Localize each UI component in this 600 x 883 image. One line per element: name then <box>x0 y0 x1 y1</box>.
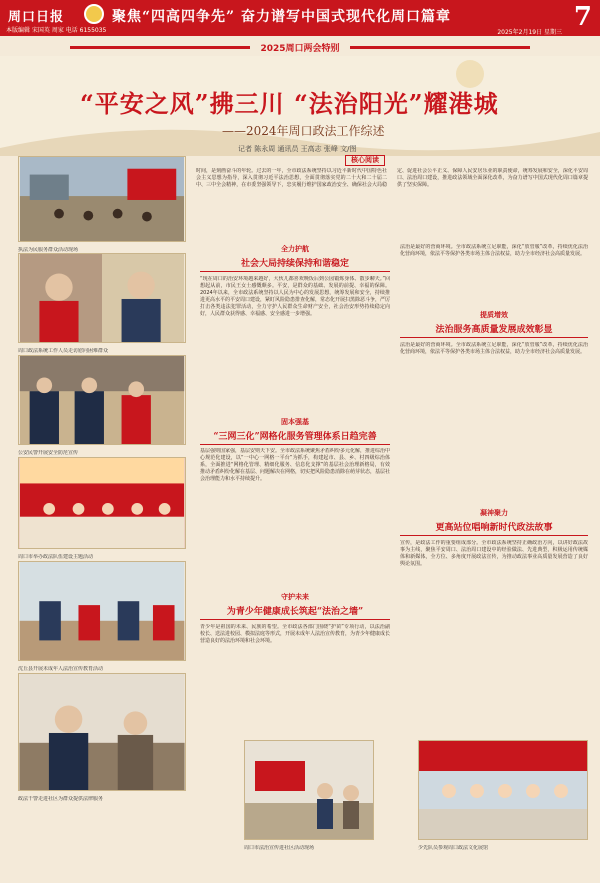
inset-caption: 少先队员参观周口政法文化展馆 <box>418 845 489 851</box>
service-photo <box>18 673 186 791</box>
body-text: 法治是最好的营商环境。全市政法系统立足职能，深化“放管服”改革，持续优化法治化营商环境，依法平等保护各类市场主体合法权益，助力全市经济社会高质量发展。 <box>400 342 588 355</box>
band-divider <box>350 46 530 49</box>
section-kicker: 凝神聚力 <box>480 509 508 517</box>
section-divider <box>400 535 588 536</box>
photo-block <box>18 253 186 355</box>
photo-caption: 周口政法系统工作人员走访慰问困难群众 <box>18 348 109 354</box>
core-reading-tag: 核心阅读 <box>345 155 385 166</box>
photo-caption: 政法干警走进社区为群众提供法律服务 <box>18 796 104 802</box>
inset-caption: 周口市法治宣传进社区活动现场 <box>244 845 315 851</box>
event-photo <box>18 457 186 549</box>
photo-block <box>18 457 186 561</box>
section-kicker: 全力护航 <box>281 245 309 253</box>
section-divider <box>400 337 588 338</box>
section-head <box>400 508 588 536</box>
section-kicker: 守护未来 <box>281 593 309 601</box>
section-head <box>400 310 588 338</box>
section-divider <box>200 271 390 272</box>
page-number: 7 <box>573 2 592 32</box>
sub-title: ——2024年周口政法工作综述 <box>222 124 385 138</box>
classroom-photo <box>18 561 186 661</box>
students-photo <box>419 741 587 839</box>
body-text: 青少年是祖国的未来、民族的希望。全市政法各部门围绕“护苗”专项行动，以法治副校长、送法进校园、模拟法庭等形式，开展未成年人法治宣传教育，为青少年健康成长营造良好的法治环境和社会环境。 <box>200 624 390 644</box>
section-title: 更高站位唱响新时代政法故事 <box>435 523 553 533</box>
section-head <box>200 244 390 272</box>
street-crowd-photo <box>18 156 186 242</box>
photo-block <box>18 561 186 673</box>
body-text: 宣传，是政法工作的重要组成部分。全市政法系统坚持正确政治方向，以讲好政法故事为主线，聚焦平安周口、法治周口建设中的经验做法、先进典型，积极运用传统媒体和新媒体，全方位、多角度开展政法宣传，为推动政法事业高质量发展营造了良好舆论氛围。 <box>400 540 588 567</box>
visit-photo <box>18 253 186 343</box>
party-emblem-icon <box>84 4 104 24</box>
community-photo <box>245 741 373 839</box>
masthead <box>0 0 600 36</box>
masthead-headline: 聚焦“四高四争先” 奋力谱写中国式现代化周口篇章 <box>112 9 451 25</box>
photo-block <box>18 673 186 803</box>
newspaper-logo: 周口日报 <box>8 10 65 25</box>
special-title: 2025周口两会特别 <box>260 43 340 54</box>
photo-caption: 公安民警开展安全防范宣传 <box>18 450 79 456</box>
lead-paragraph: 时间，是刻画奋斗的年轮。过去的一年，全市政法系统坚持以习近平新时代中国特色社会主义思想为指导，深入贯彻习近平法治思想，全面贯彻落实党的二十大和二十届二中、三中全会精神，在市委坚强领导下，忠实履行维护国家政治安全、确保社会大局稳定、促进社会公平正义、保障人民安居乐业的职责使命，统筹发展和安全，深化平安周口、法治周口建设，推进政法领域全面深化改革，为奋力谱写中国式现代化周口篇章提供了坚实保障。 <box>196 168 588 188</box>
section-title: 社会大局持续保持和谐稳定 <box>240 259 349 269</box>
section-head <box>200 417 390 445</box>
body-text: 基层强则国家强，基层安则天下安。全市政法系统聚焦矛盾纠纷多元化解，推进综治中心规范化建设，以“一中心一网格一平台”为抓手，构建起市、县、乡、村四级综治体系，全面推进“网格化管理、精细化服务、信息化支撑”的基层社会治理新格局，有效推动矛盾纠纷化解在基层、问题解决在网格，切实把风险隐患消除在萌芽状态，基层社会治理能力和水平持续提升。 <box>200 448 390 482</box>
band-divider <box>70 46 250 49</box>
photo-caption: 沈丘县开展未成年人法治宣传教育活动 <box>18 666 104 672</box>
photo-caption: 执法为民服务群众活动现场 <box>18 247 79 253</box>
photo-caption: 周口市举办政法队伍建设主题活动 <box>18 554 94 560</box>
main-title: “平安之风”拂三川 “法治阳光”耀港城 <box>80 89 499 118</box>
section-divider <box>200 444 390 445</box>
police-photo <box>18 355 186 445</box>
byline: 记者 陈永周 通讯员 王高志 张峰 文/图 <box>238 145 357 153</box>
section-title: 为青少年健康成长筑起“法治之墙” <box>226 607 364 617</box>
section-divider <box>200 619 390 620</box>
issue-date: 2025年2月19日 星期三 <box>497 29 562 36</box>
body-text: 法治是最好的营商环境。全市政法系统立足职能，深化“放管服”改革，持续优化法治化营商环境，依法平等保护各类市场主体合法权益，助力全市经济社会高质量发展。 <box>400 244 588 257</box>
section-head <box>200 592 390 620</box>
inset-photo-left <box>244 740 374 840</box>
photo-block <box>18 355 186 457</box>
section-kicker: 提质增效 <box>480 311 508 319</box>
special-band <box>0 40 600 54</box>
photo-block <box>18 156 186 254</box>
inset-photo-right <box>418 740 588 840</box>
body-text: “现在周口的治安环境越来越好，大伙儿都喜欢晚饭后到公园锻炼身体、散步聊天。”回想起从前，市民王女士感慨颇多。平安，是群众的基础、发展的前提、幸福的保障。2024年以来，全市政法系统坚持以人民为中心的发展思想，统筹发展和安全，持续推进更高水平的平安周口建设，紧盯风险隐患排查化解，常态化开展扫黑除恶斗争，严厉打击各类违法犯罪活动，全力守护人民群众生命财产安全，社会治安形势持续稳定向好，人民群众获得感、幸福感、安全感进一步增强。 <box>200 276 390 317</box>
section-title: 法治服务高质量发展成效彰显 <box>435 325 553 335</box>
section-title: “三网三化”网格化服务管理体系日趋完善 <box>213 432 377 442</box>
section-kicker: 固本强基 <box>281 418 309 426</box>
editor-line: 本版编辑 宋国英 周家 电话 6155035 <box>6 27 107 34</box>
hero-section <box>0 56 600 156</box>
